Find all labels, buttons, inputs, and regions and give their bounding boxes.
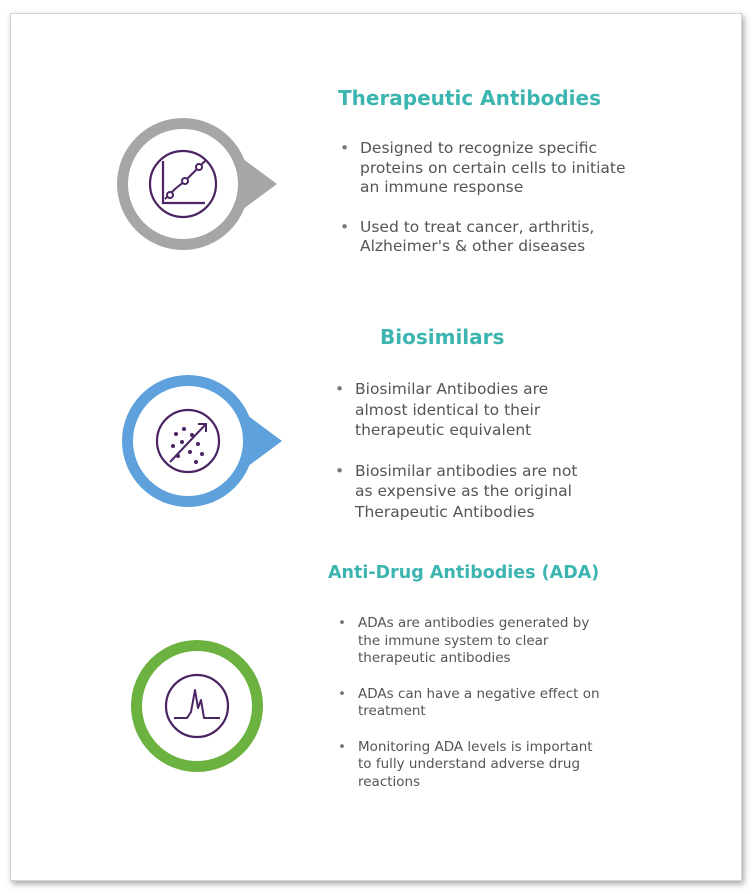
- bullet-item: • Biosimilar Antibodies are almost identical to their therapeutic equivalent: [335, 379, 665, 441]
- anti-drug-antibodies-bullets: [338, 615, 668, 791]
- biosimilars-badge: [118, 374, 288, 514]
- section-title-biosimilars: Biosimilars: [380, 325, 505, 349]
- peak-signal-icon: [127, 636, 267, 776]
- therapeutic-antibodies-badge: [113, 117, 283, 257]
- line-chart-icon: [113, 117, 283, 257]
- bullet-item: • ADAs can have a negative effect on treatment: [338, 686, 668, 721]
- bullet-item: • Used to treat cancer, arthritis, Alzheimer's & other diseases: [340, 218, 670, 257]
- biosimilars-bullets: [335, 379, 665, 522]
- section-title-therapeutic-antibodies: Therapeutic Antibodies: [338, 86, 601, 110]
- therapeutic-antibodies-bullets: [340, 139, 670, 257]
- bullet-item: • Designed to recognize specific proteins on certain cells to initiate an immune response: [340, 139, 670, 198]
- bullet-item: • Biosimilar antibodies are not as expensive as the original Therapeutic Antibodies: [335, 461, 665, 523]
- bullet-item: • Monitoring ADA levels is important to fully understand adverse drug reactions: [338, 739, 668, 792]
- section-title-anti-drug-antibodies: Anti-Drug Antibodies (ADA): [328, 563, 600, 583]
- anti-drug-antibodies-badge: [127, 636, 267, 776]
- bullet-item: • ADAs are antibodies generated by the immune system to clear therapeutic antibodies: [338, 615, 668, 668]
- scatter-plot-icon: [118, 374, 288, 514]
